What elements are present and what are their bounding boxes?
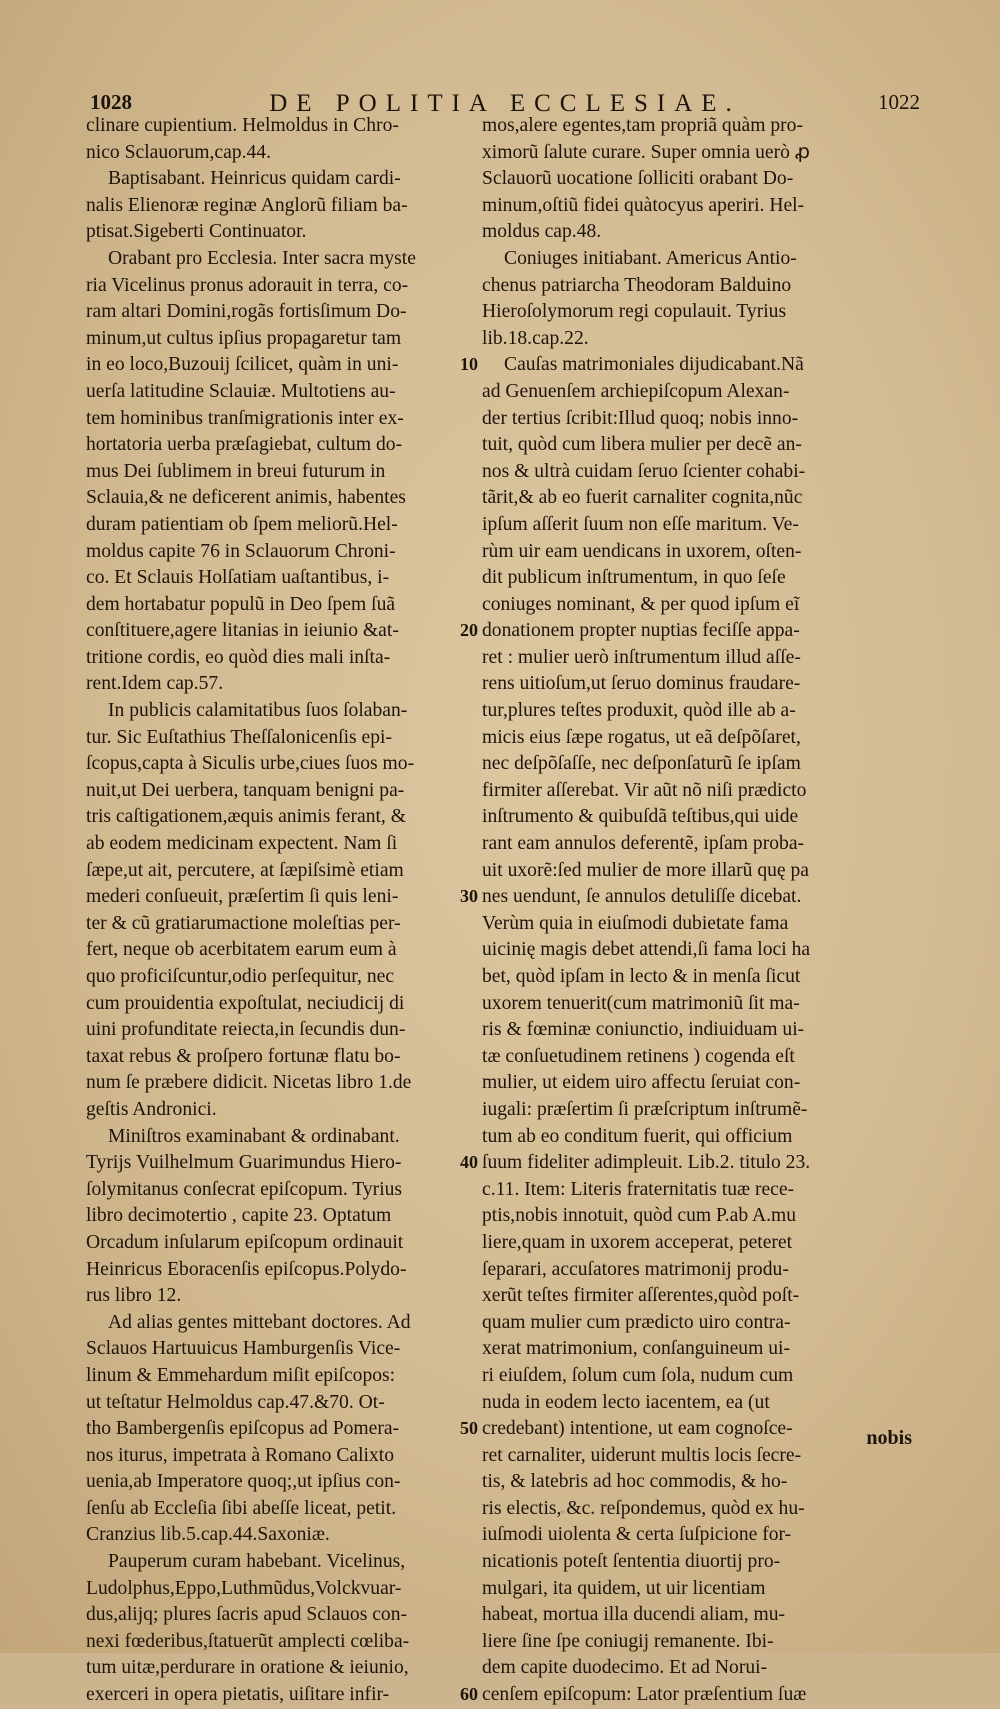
text-line: minum,oſtiũ fidei quàtocyus aperiri. Hel- [482,194,805,216]
text-line: exerceri in opera pietatis, uiſitare infir- [86,1684,390,1706]
text-line: quo proficiſcuntur,odio perſequitur, nec [86,966,395,987]
text-line: ſuum fideliter adimpleuit. Lib.2. titulo 23. [482,1152,811,1174]
text-line: Tyrijs Vuilhelmum Guarimundus Hiero- [86,1152,402,1174]
left-text-column [86,113,461,1709]
text-line: tem hominibus tranſmigrationis inter ex- [86,407,404,429]
text-line: cenſem epiſcopum: Lator præſentium ſuæ [482,1684,807,1706]
text-line: Heinricus Eboracenſis epiſcopus.Polydo- [86,1258,407,1280]
text-line: uxorem tenuerit(cum matrimoniũ ſit ma- [482,992,800,1014]
text-line: credebant) intentione, ut eam cognoſce- [482,1418,793,1440]
text-line: ria Vicelinus pronus adorauit in terra, co- [86,274,409,296]
text-line: ram altari Domini,rogãs fortisſimum Do- [86,301,407,323]
text-line: tis, & latebris ad hoc commodis, & ho- [482,1471,788,1493]
folio-number-left: 1028 [90,90,132,114]
text-line: ximorũ ſalute curare. Super omnia uerò ꝓ [482,141,811,163]
text-line: linum & Emmehardum miſit epiſcopos: [86,1364,396,1386]
text-line: mulgari, ita quidem, ut uir licentiam [482,1577,766,1599]
text-line: ſeparari, accuſatores matrimonij produ- [482,1258,789,1280]
text-line: Pauperum curam habebant. Vicelinus, [108,1551,406,1573]
text-line: liere ſine ſpe coniugij remanente. Ibi- [482,1630,774,1652]
text-line: moldus cap.48. [482,221,602,243]
margin-line-number: 30 [460,886,478,907]
text-line: dit publicum inſtrumentum, in quo ſeſe [482,567,786,589]
text-line: ſolymitanus conſecrat epiſcopum. Tyrius [86,1178,403,1200]
text-line: libro decimotertio , capite 23. Optatum [86,1205,392,1227]
text-line: uicinię magis debet attendi,ſi fama loci ha [482,939,811,961]
text-line: dus,alijq; plures ſacris apud Sclauos con- [86,1604,408,1626]
text-line: tæ conſuetudinem retinens ) cogenda eſt [482,1045,795,1067]
text-line: mulier, ut eidem uiro affectu ſeruiat con- [482,1072,801,1094]
text-line: ptisat.Sigeberti Continuator. [86,221,307,243]
text-line: quam mulier cum prædicto uiro contra- [482,1311,791,1333]
text-line: ſenſu ab Eccleſia ſibi abeſſe liceat, petit. [86,1497,397,1519]
text-line: Sclauia,& ne deficerent animis, habentes [86,487,406,509]
margin-line-number: 60 [460,1684,478,1705]
text-line: tum uitæ,perdurare in oratione & ieiunio, [86,1657,409,1679]
text-line: tuit, quòd cum libera mulier per decẽ an- [482,434,802,456]
text-line: nicationis poteſt ſententia diuortij pro- [482,1551,781,1573]
text-line: coniuges nominant, & per quod ipſum eĩ [482,593,800,615]
text-line: nico Sclauorum,cap.44. [86,141,272,163]
text-line: ab eodem medicinam expectent. Nam ſi [86,833,398,855]
text-line: ris & fœminæ coniunctio, indiuiduam ui- [482,1019,805,1041]
text-line: tur,plures teſtes produxit, quòd ille ab a- [482,700,796,722]
text-line: ris electis, &c. reſpondemus, quòd ex hu- [482,1497,805,1519]
text-line: iuſmodi uiolenta & certa ſuſpicione for- [482,1524,792,1546]
folio-number-right: 1022 [878,90,920,114]
text-line: moldus capite 76 in Sclauorum Chroni- [86,540,396,562]
text-line: dem hortabatur populũ in Deo ſpem ſuã [86,593,396,615]
text-line: tur. Sic Euſtathius Theſſalonicenſis epi- [86,726,393,748]
text-line: nec deſpõſaſſe, nec deſponſaturũ ſe ipſam [482,753,801,775]
margin-line-number: 40 [460,1152,478,1173]
text-line: dem capite duodecimo. Et ad Norui- [482,1657,768,1679]
text-line: Ad alias gentes mittebant doctores. Ad [108,1311,411,1333]
text-line: Verùm quia in eiuſmodi dubietate fama [482,912,789,934]
text-line: nes uendunt, ſe annulos detuliſſe dicebat. [482,886,802,908]
text-line: mus Dei ſublimem in breui futurum in [86,460,386,482]
text-line: tum ab eo conditum fuerit, qui officium [482,1125,793,1147]
text-line: duram patientiam ob ſpem meliorũ.Hel- [86,513,398,535]
text-line: ad Genuenſem archiepiſcopum Alexan- [482,380,790,402]
text-line: Miniſtros examinabant & ordinabant. [108,1125,400,1147]
margin-line-number: 20 [460,620,478,641]
text-line: Cauſas matrimoniales dijudicabant.Nã [504,354,804,376]
text-line: mos,alere egentes,tam propriã quàm pro- [482,115,804,136]
text-line: tãrit,& ab eo fuerit carnaliter cognita,nũc [482,487,803,509]
text-line: ipſum aſſerit ſuum non eſſe maritum. Ve- [482,513,799,535]
text-line: Orabant pro Ecclesia. Inter sacra myste [108,247,416,269]
text-line: rent.Idem cap.57. [86,673,224,695]
text-line: clinare cupientium. Helmoldus in Chro- [86,115,399,136]
text-line: Coniuges initiabant. Americus Antio- [504,247,797,269]
running-title: DE POLITIA ECCLESIAE. [269,90,741,117]
text-line: firmiter aſſerebat. Vir aũt nõ niſi prædicto [482,779,807,801]
text-line: iugali: præſertim ſi præſcriptum inſtrumẽ- [482,1098,808,1120]
text-line: nexi fœderibus,ſtatuerũt amplecti cœliba- [86,1630,410,1652]
text-line: Baptisabant. Heinricus quidam cardi- [108,168,401,190]
text-line: minum,ut cultus ipſius propagaretur tam [86,327,402,349]
text-line: hortatoria uerba præſagiebat, cultum do- [86,434,403,456]
text-line: xerũt teſtes firmiter aſſerentes,quòd poſt- [482,1285,800,1307]
text-line: uerſa latitudine Sclauiæ. Multotiens au- [86,380,396,402]
text-line: ptis,nobis innotuit, quòd cum P.ab A.mu [482,1205,797,1227]
text-line: uini profunditate reiecta,in ſecundis dun- [86,1019,406,1041]
text-line: Hieroſolymorum regi copulauit. Tyrius [482,301,787,323]
text-line: In publicis calamitatibus ſuos ſolaban- [108,700,408,722]
text-line: der tertius ſcribit:Illud quoq; nobis inno- [482,407,799,429]
right-text-column [482,113,857,1709]
text-line: Ludolphus,Eppo,Luthmũdus,Volckvuar- [86,1577,402,1599]
text-line: xerat matrimonium, conſanguineum ui- [482,1338,790,1360]
text-line: co. Et Sclauis Holſatiam uaſtantibus, i- [86,567,390,589]
margin-line-number: 50 [460,1418,478,1439]
text-line: rùm uir eam uendicans in uxorem, oſten- [482,540,802,562]
text-line: micis eius ſæpe rogatus, ut eã deſpõſaret, [482,726,801,748]
text-line: nuda in eodem lecto iacentem, ea (ut [482,1391,770,1413]
text-line: tho Bambergenſis epiſcopus ad Pomera- [86,1418,400,1440]
text-line: taxat rebus & proſpero fortunæ flatu bo- [86,1045,401,1067]
text-line: ret : mulier uerò inſtrumentum illud aſſe- [482,646,801,668]
text-line: ut teſtatur Helmoldus cap.47.&70. Ot- [86,1391,385,1413]
text-line: Orcadum inſularum epiſcopum ordinauit [86,1231,404,1253]
text-line: cum prouidentia expoſtulat, neciudicij di [86,992,405,1014]
text-line: conſtituere,agere litanias in ieiunio &at- [86,620,399,642]
text-line: lib.18.cap.22. [482,327,589,349]
text-line: habeat, mortua illa ducendi aliam, mu- [482,1604,786,1626]
text-line: rant eam annulos deferentẽ, ipſam proba- [482,833,805,855]
text-line: fert, neque ob acerbitatem earum eum à [86,939,397,961]
text-line: mederi conſueuit, præſertim ſi quis leni- [86,886,399,908]
text-line: in eo loco,Buzouij ſcilicet, quàm in uni- [86,354,399,376]
text-line: tritione cordis, eo quòd dies mali inſta- [86,646,391,668]
text-line: nos iturus, impetrata à Romano Calixto [86,1444,395,1466]
text-line: rus libro 12. [86,1285,182,1307]
text-line: geſtis Andronici. [86,1098,217,1120]
text-line: donationem propter nuptias feciſſe appa- [482,620,800,642]
text-line: inſtrumento & quibuſdã teſtibus,qui uide [482,806,799,828]
text-line: num ſe præbere didicit. Nicetas libro 1.de [86,1072,412,1094]
text-line: ri eiuſdem, ſolum cum ſola, nudum cum [482,1364,794,1386]
text-line: uenia,ab Imperatore quoq;,ut ipſius con- [86,1471,401,1493]
text-line: bet, quòd ipſam in lecto & in menſa ſicut [482,966,801,987]
text-line: chenus patriarcha Theodoram Balduino [482,274,792,296]
text-line: nos & ultrà cuidam ſeruo ſcienter cohabi- [482,460,806,482]
text-line: ſæpe,ut ait, percutere, at ſæpiſsimè etiam [86,859,404,881]
text-line: c.11. Item: Literis fraternitatis tuæ rece- [482,1178,795,1200]
text-line: Sclauos Hartuuicus Hamburgenſis Vice- [86,1338,401,1360]
margin-line-number: 10 [460,354,478,375]
text-line: tris caſtigationem,æquis animis ferant, & [86,806,406,828]
catchword: nobis [866,1427,912,1449]
text-line: liere,quam in uxorem acceperat, peteret [482,1231,793,1253]
text-line: ter & cũ gratiarumactione moleſtias per- [86,912,401,934]
text-line: ret carnaliter, uiderunt multis locis ſecre- [482,1444,802,1466]
text-line: Cranzius lib.5.cap.44.Saxoniæ. [86,1524,330,1546]
text-line: nuit,ut Dei uerbera, tanquam benigni pa- [86,779,405,801]
text-line: ſcopus,capta à Siculis urbe,ciues ſuos mo- [86,753,415,775]
text-line: Sclauorũ uocatione ſolliciti orabant Do- [482,168,794,190]
text-line: rens uitioſum,ut ſeruo dominus fraudare- [482,673,801,695]
text-line: uit uxorẽ:ſed mulier de more illarũ quę pa [482,859,809,881]
text-line: nalis Elienoræ reginæ Anglorũ filiam ba- [86,194,408,216]
